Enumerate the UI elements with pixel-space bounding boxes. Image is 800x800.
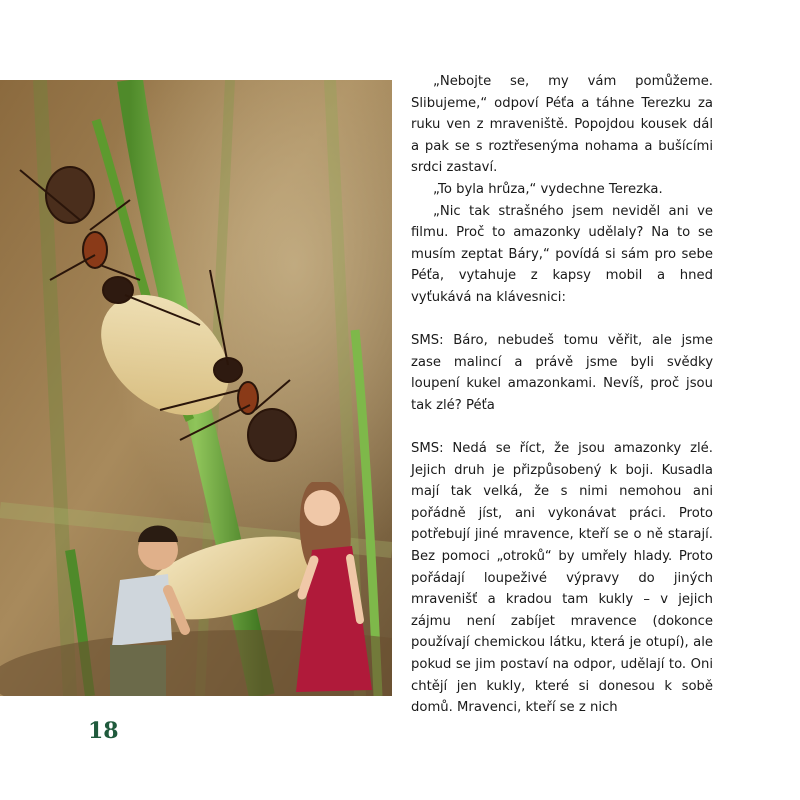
paragraph-2: „To byla hrůza,“ vydechne Terezka.	[433, 181, 663, 197]
paragraph-1: „Nebojte se, my vám pomůžeme. Slibujeme,“ odpoví Péťa a táhne Terezku za ruku ven z mraveniště. Popojdou kousek dál a pak se s roztřesenýma nohama a bušícími srdci zastaví.	[411, 74, 713, 176]
sms-message-1: SMS: Báro, nebudeš tomu věřit, ale jsme zase malincí a právě jsme byli svědky loupení kukel amazonkami. Nevíš, proč jsou tak zlé? Péťa	[411, 333, 713, 413]
paragraph-3: „Nic tak strašného jsem neviděl ani ve filmu. Proč to amazonky udělaly? Na to se musím zeptat Báry,“ povídá si sám pro sebe Péťa, vytahuje z kapsy mobil a hned vyťukává na klávesnici:	[411, 203, 713, 305]
page-number: 18	[88, 718, 119, 744]
sms-message-2: SMS: Nedá se říct, že jsou amazonky zlé. Jejich druh je přizpůsobený k boji. Kusadla mají tak velká, že s nimi nemohou ani pořádně jíst, ani vykonávat práci. Proto potřebují jiné mravence, kteří se o ně starají. Bez pomoci „otroků“ by umřely hlady. Proto pořádají loupeživé výpravy do jiných mravenišť a kradou tam kukly – v jejich zájmu není zabíjet mravence (dokonce používají chemickou látku, která je otupí), ale pokud se jim postaví na odpor, udělají to. Oni chtějí jen kukly, které si donesou k sobě domů. Mravenci, kteří se z nich	[411, 441, 713, 716]
ants-and-children-illustration	[0, 80, 392, 696]
illustration-photo	[0, 80, 392, 696]
body-text	[411, 71, 713, 719]
